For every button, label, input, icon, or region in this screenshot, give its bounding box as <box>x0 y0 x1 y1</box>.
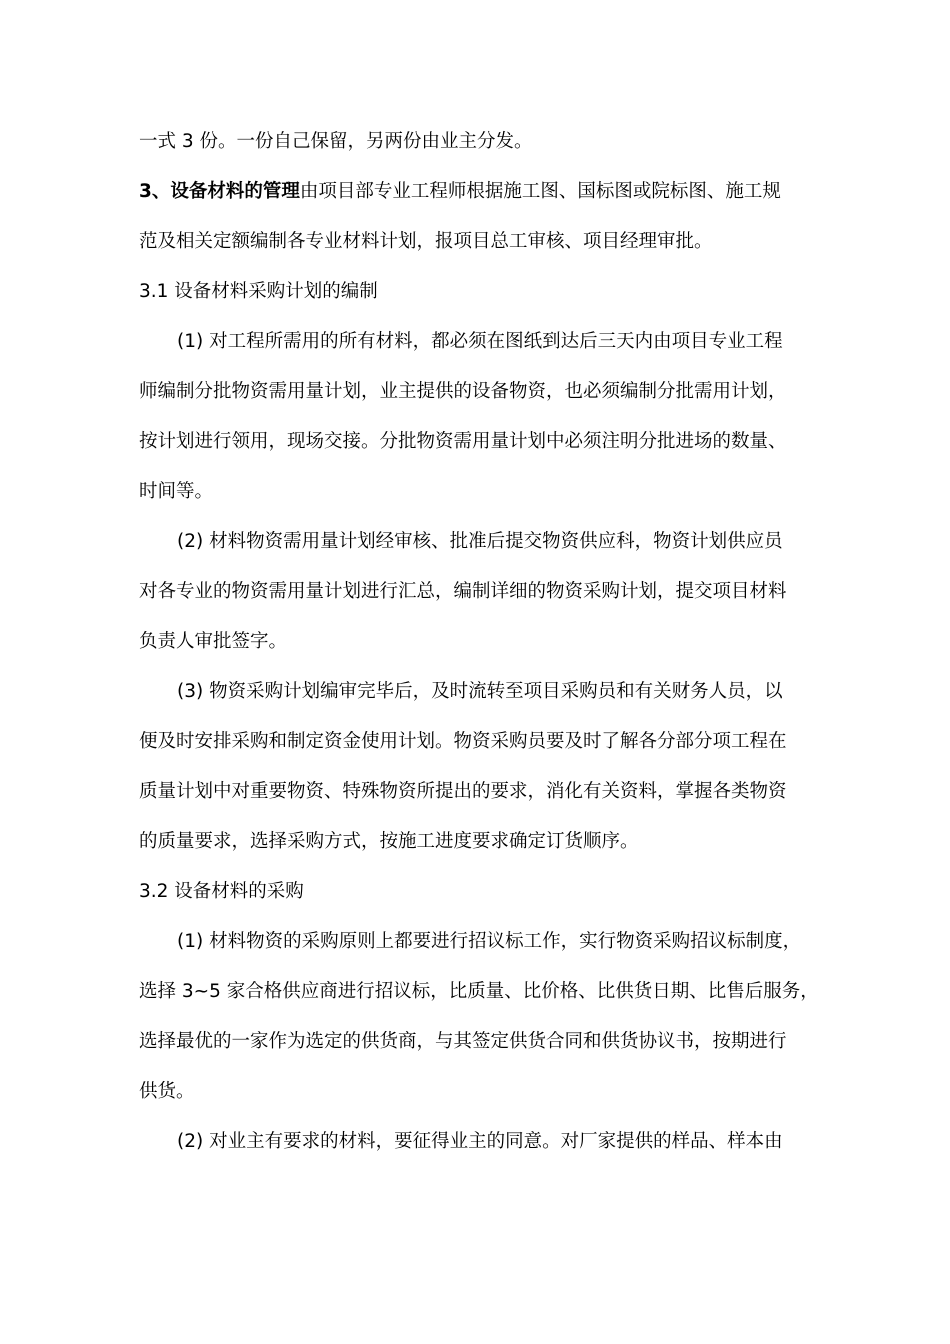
line-text: 3.2 设备材料的采购 <box>139 881 304 902</box>
line-text: 时间等。 <box>139 481 214 502</box>
text-line <box>139 117 819 167</box>
document-body <box>139 117 819 1167</box>
line-text: (1) 对工程所需用的所有材料，都必须在图纸到达后三天内由项目专业工程 <box>177 331 783 352</box>
section-heading: 3、设备材料的管理 <box>139 181 300 202</box>
paragraph-start-line <box>139 917 819 967</box>
text-line <box>139 1017 819 1067</box>
line-text: 一式 3 份。一份自己保留，另两份由业主分发。 <box>139 131 533 152</box>
text-line <box>139 967 819 1017</box>
text-line <box>139 767 819 817</box>
section-heading-line <box>139 167 819 217</box>
text-line <box>139 367 819 417</box>
line-text: 供货。 <box>139 1081 195 1102</box>
paragraph-start-line <box>139 317 819 367</box>
line-text: 的质量要求，选择采购方式，按施工进度要求确定订货顺序。 <box>139 831 639 852</box>
subsection-heading <box>139 267 819 317</box>
line-text: (2) 对业主有要求的材料，要征得业主的同意。对厂家提供的样品、样本由 <box>177 1131 783 1152</box>
line-text: 选择 3~5 家合格供应商进行招议标，比质量、比价格、比供货日期、比售后服务， <box>139 981 819 1002</box>
line-text: 按计划进行领用，现场交接。分批物资需用量计划中必须注明分批进场的数量、 <box>139 431 787 452</box>
line-text: (1) 材料物资的采购原则上都要进行招议标工作，实行物资采购招议标制度， <box>177 931 802 952</box>
text-line <box>139 417 819 467</box>
text-line <box>139 217 819 267</box>
line-text: 3.1 设备材料采购计划的编制 <box>139 281 378 302</box>
line-text: 对各专业的物资需用量计划进行汇总，编制详细的物资采购计划，提交项目材料 <box>139 581 787 602</box>
line-text: 负责人审批签字。 <box>139 631 288 652</box>
paragraph-start-line <box>139 1117 819 1167</box>
text-line <box>139 617 819 667</box>
line-text: 由项目部专业工程师根据施工图、国标图或院标图、施工规 <box>299 181 781 202</box>
subsection-heading <box>139 867 819 917</box>
text-line <box>139 717 819 767</box>
text-line <box>139 567 819 617</box>
line-text: 便及时安排采购和制定资金使用计划。物资采购员要及时了解各分部分项工程在 <box>139 731 787 752</box>
text-line <box>139 1067 819 1117</box>
line-text: (3) 物资采购计划编审完毕后，及时流转至项目采购员和有关财务人员，以 <box>177 681 783 702</box>
paragraph-start-line <box>139 667 819 717</box>
text-line <box>139 467 819 517</box>
line-text: 师编制分批物资需用量计划，业主提供的设备物资，也必须编制分批需用计划， <box>139 381 787 402</box>
line-text: (2) 材料物资需用量计划经审核、批准后提交物资供应科，物资计划供应员 <box>177 531 783 552</box>
line-text: 选择最优的一家作为选定的供货商，与其签定供货合同和供货协议书，按期进行 <box>139 1031 787 1052</box>
line-text: 范及相关定额编制各专业材料计划，报项目总工审核、项目经理审批。 <box>139 231 713 252</box>
paragraph-start-line <box>139 517 819 567</box>
text-line <box>139 817 819 867</box>
line-text: 质量计划中对重要物资、特殊物资所提出的要求，消化有关资料，掌握各类物资 <box>139 781 787 802</box>
